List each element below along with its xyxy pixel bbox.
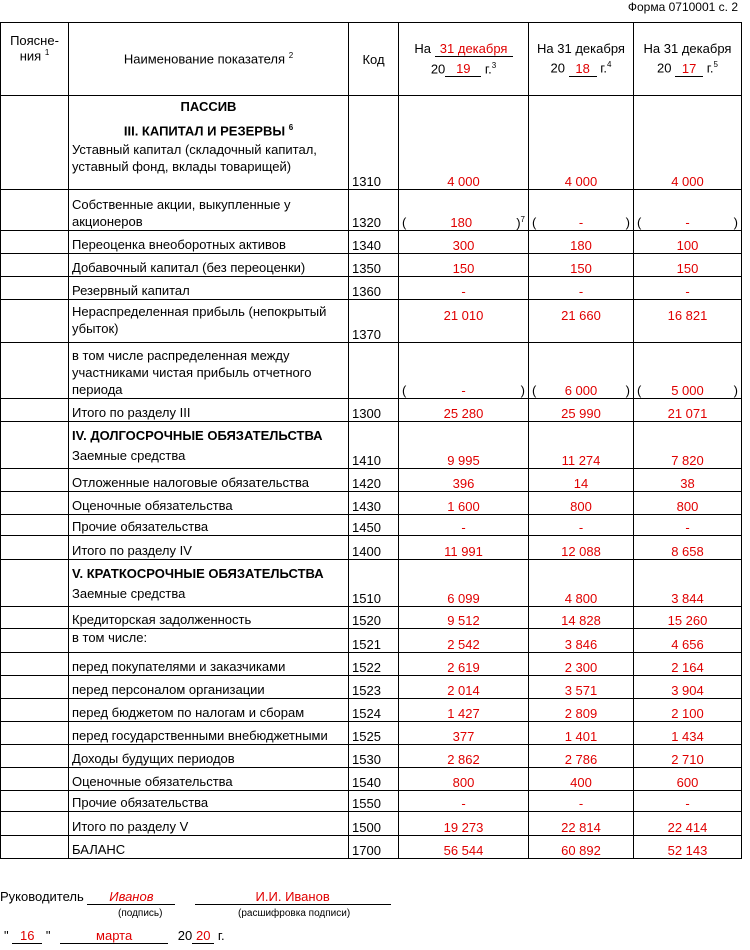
row-label: перед персоналом организации bbox=[69, 676, 349, 699]
row-label: Итого по разделу V bbox=[69, 812, 349, 836]
row-value: 22 414 bbox=[634, 812, 742, 836]
row-label: Кредиторская задолженность bbox=[69, 607, 349, 629]
row-label: Итого по разделу IV bbox=[69, 536, 349, 560]
date-month: марта bbox=[60, 928, 168, 944]
table-row bbox=[1, 629, 742, 653]
row-value: 180 bbox=[529, 231, 634, 254]
row-value: 38 bbox=[634, 469, 742, 492]
row-value: 21 010 bbox=[399, 300, 529, 343]
header-col1: На 31 декабря 20 19 г.$^3$ bbox=[399, 23, 529, 96]
table-row bbox=[1, 653, 742, 676]
form-reference: Форма 0710001 с. 2 bbox=[627, 0, 738, 14]
row-code: 1700 bbox=[349, 836, 399, 859]
row-code: 1520 bbox=[349, 607, 399, 629]
table-row bbox=[1, 722, 742, 745]
row-value: 7 820 bbox=[634, 422, 742, 469]
row-value: 21 071 bbox=[634, 399, 742, 422]
row-code: 1400 bbox=[349, 536, 399, 560]
row-value: 1 401 bbox=[529, 722, 634, 745]
row-label: Нераспределенная прибыль (непокрытый убыток) bbox=[69, 300, 349, 343]
row-value: - bbox=[529, 515, 634, 536]
row-value: 2 710 bbox=[634, 745, 742, 768]
table-row bbox=[1, 560, 742, 607]
header-col2: На 31 декабря 20 18 г.$^4$ bbox=[529, 23, 634, 96]
row-value: ( 6 000 ) bbox=[529, 343, 634, 399]
signature-date: " 16 " марта 20 20 г. bbox=[4, 928, 225, 943]
signature-role: Руководитель bbox=[0, 889, 84, 904]
row-label: Заемные средства bbox=[72, 448, 186, 463]
header-code: Код bbox=[349, 23, 399, 96]
table-row bbox=[1, 277, 742, 300]
table-row bbox=[1, 399, 742, 422]
row-label: перед государственными внебюджетными bbox=[69, 722, 349, 745]
row-value: 1 427 bbox=[399, 699, 529, 722]
table-row bbox=[1, 812, 742, 836]
row-value: 2 786 bbox=[529, 745, 634, 768]
row-value: 377 bbox=[399, 722, 529, 745]
row-code: 1530 bbox=[349, 745, 399, 768]
table-row bbox=[1, 254, 742, 277]
row-value: 800 bbox=[399, 768, 529, 791]
row-value: 4 000 bbox=[634, 96, 742, 190]
table-row bbox=[1, 515, 742, 536]
row-code: 1420 bbox=[349, 469, 399, 492]
row-label: Добавочный капитал (без переоценки) bbox=[69, 254, 349, 277]
row-code: 1521 bbox=[349, 629, 399, 653]
row-code: 1360 bbox=[349, 277, 399, 300]
table-row bbox=[1, 768, 742, 791]
table-row bbox=[1, 676, 742, 699]
row-label: Резервный капитал bbox=[69, 277, 349, 300]
row-value: 6 099 bbox=[399, 560, 529, 607]
row-code: 1525 bbox=[349, 722, 399, 745]
row-value: 1 434 bbox=[634, 722, 742, 745]
row-value: 56 544 bbox=[399, 836, 529, 859]
table-row bbox=[1, 536, 742, 560]
row-code: 1524 bbox=[349, 699, 399, 722]
row-value: 15 260 bbox=[634, 607, 742, 629]
row-value: 60 892 bbox=[529, 836, 634, 859]
row-value: 12 088 bbox=[529, 536, 634, 560]
row-value: 2 300 bbox=[529, 653, 634, 676]
row-value: 2 542 bbox=[399, 629, 529, 653]
row-label: Оценочные обязательства bbox=[69, 768, 349, 791]
signature-sign-caption: (подпись) bbox=[118, 908, 163, 919]
row-value: 22 814 bbox=[529, 812, 634, 836]
row-value: 25 280 bbox=[399, 399, 529, 422]
row-value: 11 274 bbox=[529, 422, 634, 469]
row-label: Прочие обязательства bbox=[69, 515, 349, 536]
row-value: 1 600 bbox=[399, 492, 529, 515]
row-value: ( 180 )$^7$ bbox=[399, 190, 529, 231]
row-value: 150 bbox=[634, 254, 742, 277]
row-label: Прочие обязательства bbox=[69, 791, 349, 812]
table-row bbox=[1, 607, 742, 629]
section-passive: ПАССИВ bbox=[180, 99, 237, 114]
signature-name-caption: (расшифровка подписи) bbox=[238, 908, 351, 919]
row-value: 14 828 bbox=[529, 607, 634, 629]
row-value: - bbox=[399, 277, 529, 300]
row-code: 1410 bbox=[349, 422, 399, 469]
row-label: Переоценка внеоборотных активов bbox=[69, 231, 349, 254]
row-label: Уставный капитал (складочный капитал, уставный фонд, вклады товарищей) bbox=[72, 142, 317, 175]
row-value: 150 bbox=[529, 254, 634, 277]
row-label: Отложенные налоговые обязательства bbox=[69, 469, 349, 492]
row-code: 1300 bbox=[349, 399, 399, 422]
row-value: 9 512 bbox=[399, 607, 529, 629]
row-value: 21 660 bbox=[529, 300, 634, 343]
header-note: Поясне-ния $^1$ bbox=[1, 23, 69, 96]
row-label: Собственные акции, выкупленные у акционеров bbox=[69, 190, 349, 231]
row-value: 14 bbox=[529, 469, 634, 492]
row-code: 1522 bbox=[349, 653, 399, 676]
row-code: 1370 bbox=[349, 300, 399, 343]
row-value: 3 846 bbox=[529, 629, 634, 653]
table-row bbox=[1, 492, 742, 515]
row-value: - bbox=[634, 515, 742, 536]
row-value: 300 bbox=[399, 231, 529, 254]
row-value: 2 862 bbox=[399, 745, 529, 768]
row-value: 4 000 bbox=[529, 96, 634, 190]
row-value: 2 100 bbox=[634, 699, 742, 722]
row-value: 16 821 bbox=[634, 300, 742, 343]
row-value: 4 800 bbox=[529, 560, 634, 607]
row-value: 2 164 bbox=[634, 653, 742, 676]
table-row bbox=[1, 300, 742, 343]
table-row bbox=[1, 343, 742, 399]
section-4-title: IV. ДОЛГОСРОЧНЫЕ ОБЯЗАТЕЛЬСТВА bbox=[72, 428, 323, 443]
row-label: БАЛАНС bbox=[69, 836, 349, 859]
row-value: 9 995 bbox=[399, 422, 529, 469]
row-value: - bbox=[399, 515, 529, 536]
balance-table bbox=[0, 22, 742, 859]
row-value: 3 844 bbox=[634, 560, 742, 607]
table-row bbox=[1, 699, 742, 722]
row-label: перед покупателями и заказчиками bbox=[69, 653, 349, 676]
row-value: ( - ) bbox=[634, 190, 742, 231]
table-row bbox=[1, 469, 742, 492]
row-code: 1550 bbox=[349, 791, 399, 812]
row-value: 4 656 bbox=[634, 629, 742, 653]
date-day: 16 bbox=[12, 928, 42, 944]
table-header-row bbox=[1, 23, 742, 96]
table-row bbox=[1, 836, 742, 859]
row-value: ( - ) bbox=[399, 343, 529, 399]
table-row bbox=[1, 422, 742, 469]
signature-sign: Иванов bbox=[87, 889, 175, 905]
table-row bbox=[1, 231, 742, 254]
row-value: 150 bbox=[399, 254, 529, 277]
signature-block bbox=[0, 889, 391, 905]
row-value: - bbox=[634, 277, 742, 300]
row-value: - bbox=[634, 791, 742, 812]
row-value: 25 990 bbox=[529, 399, 634, 422]
row-label: в том числе распределенная между участниками чистая прибыль отчетного периода bbox=[69, 343, 349, 399]
row-code: 1350 bbox=[349, 254, 399, 277]
row-value: - bbox=[529, 277, 634, 300]
row-value: ( 5 000 ) bbox=[634, 343, 742, 399]
row-value: 2 014 bbox=[399, 676, 529, 699]
row-value: 4 000 bbox=[399, 96, 529, 190]
row-value: 3 571 bbox=[529, 676, 634, 699]
row-code: 1430 bbox=[349, 492, 399, 515]
row-label: перед бюджетом по налогам и сборам bbox=[69, 699, 349, 722]
row-label: в том числе: bbox=[69, 629, 349, 653]
table-row bbox=[1, 96, 742, 190]
row-code: 1450 bbox=[349, 515, 399, 536]
row-value: 3 904 bbox=[634, 676, 742, 699]
row-value: 800 bbox=[634, 492, 742, 515]
row-value: 600 bbox=[634, 768, 742, 791]
date-year: 20 bbox=[192, 928, 214, 944]
section-5-title: V. КРАТКОСРОЧНЫЕ ОБЯЗАТЕЛЬСТВА bbox=[72, 566, 324, 581]
row-value: 100 bbox=[634, 231, 742, 254]
row-code: 1320 bbox=[349, 190, 399, 231]
row-code: 1310 bbox=[349, 96, 399, 190]
table-row bbox=[1, 190, 742, 231]
row-code: 1500 bbox=[349, 812, 399, 836]
signature-name: И.И. Иванов bbox=[195, 889, 391, 905]
row-code: 1510 bbox=[349, 560, 399, 607]
row-value: 11 991 bbox=[399, 536, 529, 560]
row-label: Итого по разделу III bbox=[69, 399, 349, 422]
row-label: Доходы будущих периодов bbox=[69, 745, 349, 768]
row-value: ( - ) bbox=[529, 190, 634, 231]
row-label: Заемные средства bbox=[72, 586, 186, 601]
row-code: 1340 bbox=[349, 231, 399, 254]
row-label: Оценочные обязательства bbox=[69, 492, 349, 515]
row-code: 1523 bbox=[349, 676, 399, 699]
table-row bbox=[1, 745, 742, 768]
row-value: 52 143 bbox=[634, 836, 742, 859]
row-value: - bbox=[529, 791, 634, 812]
row-value: 400 bbox=[529, 768, 634, 791]
header-name: Наименование показателя $^2$ bbox=[69, 23, 349, 96]
row-value: - bbox=[399, 791, 529, 812]
row-value: 2 809 bbox=[529, 699, 634, 722]
row-value: 2 619 bbox=[399, 653, 529, 676]
row-value: 800 bbox=[529, 492, 634, 515]
row-code: 1540 bbox=[349, 768, 399, 791]
section-3-title: III. КАПИТАЛ И РЕЗЕРВЫ $^6$ bbox=[123, 123, 294, 139]
table-row bbox=[1, 791, 742, 812]
row-value: 19 273 bbox=[399, 812, 529, 836]
row-value: 396 bbox=[399, 469, 529, 492]
row-value: 8 658 bbox=[634, 536, 742, 560]
header-col3: На 31 декабря 20 17 г.$^5$ bbox=[634, 23, 742, 96]
